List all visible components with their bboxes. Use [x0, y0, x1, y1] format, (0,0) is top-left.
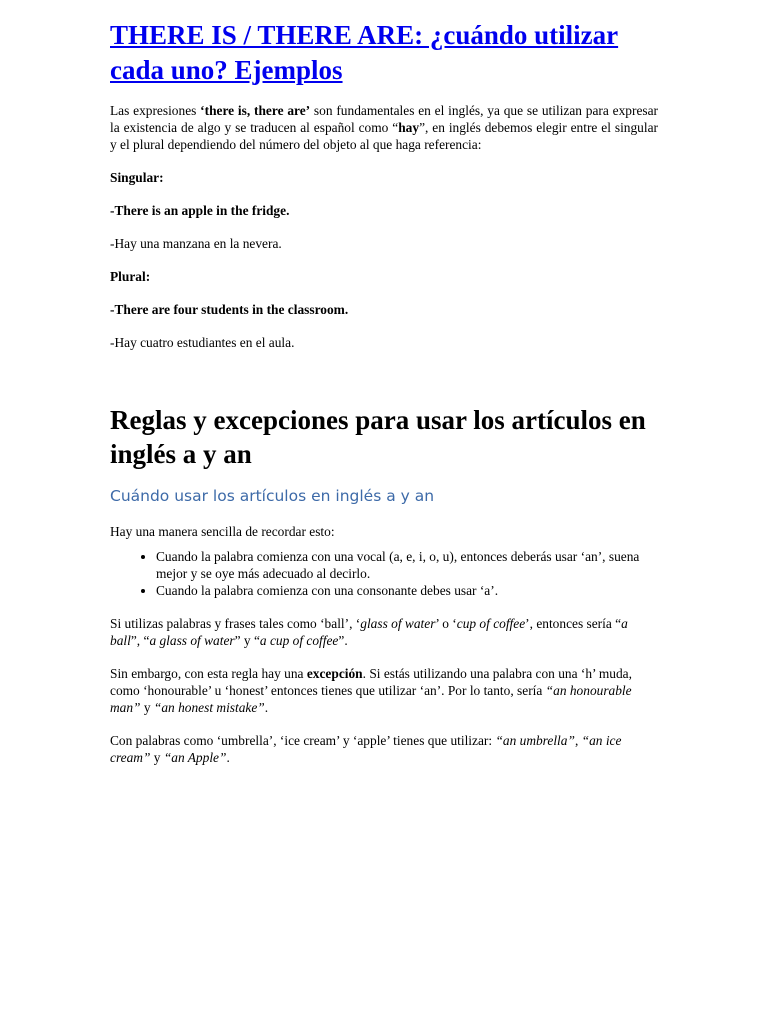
italic-run: a cup of coffee	[259, 633, 339, 648]
singular-example-en: -There is an apple in the fridge.	[110, 203, 290, 218]
text-run: Sin embargo, con esta regla hay una	[110, 666, 307, 681]
text-run: ’, entonces sería “	[525, 616, 622, 631]
text-run: ”, “	[130, 633, 150, 648]
plural-example-es: -Hay cuatro estudiantes en el aula.	[110, 335, 295, 350]
italic-run: “an honourable man”	[110, 683, 632, 715]
italic-run: a glass of water	[149, 633, 235, 648]
bold-run: excepción	[306, 666, 363, 681]
italic-run: “an honest mistake”	[153, 700, 265, 715]
singular-heading: Singular:	[110, 170, 164, 185]
text-run: .	[264, 700, 269, 715]
intro-text-2: son fundamentales en el inglés, ya que se utilizan para expresar la existencia de algo y se traducen al español como “	[110, 103, 658, 135]
text-run: .	[226, 750, 230, 765]
italic-run: a ball	[110, 616, 628, 648]
text-run: . Si estás utilizando una palabra con una ‘h’ muda, como ‘honourable’ u ‘honest’ entonces tienes que utilizar ‘an’. Por lo tanto, sería	[110, 666, 632, 698]
text-run: ” y “	[234, 633, 260, 648]
exception-paragraph	[110, 665, 658, 716]
words-paragraph	[110, 732, 658, 766]
text-run: Si utilizas palabras y frases tales como ‘ball’, ‘	[110, 616, 361, 631]
intro-bold-expressions: ‘there is, there are’	[200, 103, 311, 118]
italic-run: “an Apple”	[163, 750, 227, 765]
intro-bold-hay: hay	[398, 120, 420, 135]
intro-paragraph	[110, 102, 658, 153]
examples-paragraph	[110, 615, 658, 649]
subsection-title: Cuándo usar los artículos en inglés a y an	[110, 487, 435, 505]
plural-heading: Plural:	[110, 269, 151, 284]
text-run: Con palabras como ‘umbrella’, ‘ice cream’ y ‘apple’ tienes que utilizar:	[110, 733, 496, 748]
rule-intro: Hay una manera sencilla de recordar esto:	[110, 524, 335, 539]
plural-example-en: -There are four students in the classroom.	[110, 302, 349, 317]
intro-text-1: Las expresiones	[110, 103, 201, 118]
text-run: y	[150, 750, 164, 765]
text-run: ,	[574, 733, 582, 748]
list-item: • Cuando la palabra comienza con una vocal (a, e, i, o, u), entonces deberás usar ‘an’, suena mejor y se oye más adecuado al decirlo.	[156, 548, 658, 582]
text-run: ”.	[338, 633, 348, 648]
list-item: • Cuando la palabra comienza con una consonante debes usar ‘a’.	[156, 582, 658, 599]
italic-run: cup of coffee	[456, 616, 526, 631]
italic-run: glass of water	[360, 616, 436, 631]
singular-example-es: -Hay una manzana en la nevera.	[110, 236, 282, 251]
intro-text-3: ”, en inglés debemos elegir entre el singular y el plural dependiendo del número del objeto al que haga referencia:	[110, 120, 659, 152]
italic-run: “an ice cream”	[110, 733, 622, 765]
italic-run: “an umbrella”	[495, 733, 575, 748]
title-link[interactable]: THERE IS / THERE ARE: ¿cuándo utilizar cada uno? Ejemplos	[110, 20, 619, 85]
text-run: y	[140, 700, 154, 715]
section-title: Reglas y excepciones para usar los artículos en inglés a y an	[110, 405, 646, 469]
rules-list	[110, 548, 658, 599]
text-run: ’ o ‘	[435, 616, 457, 631]
